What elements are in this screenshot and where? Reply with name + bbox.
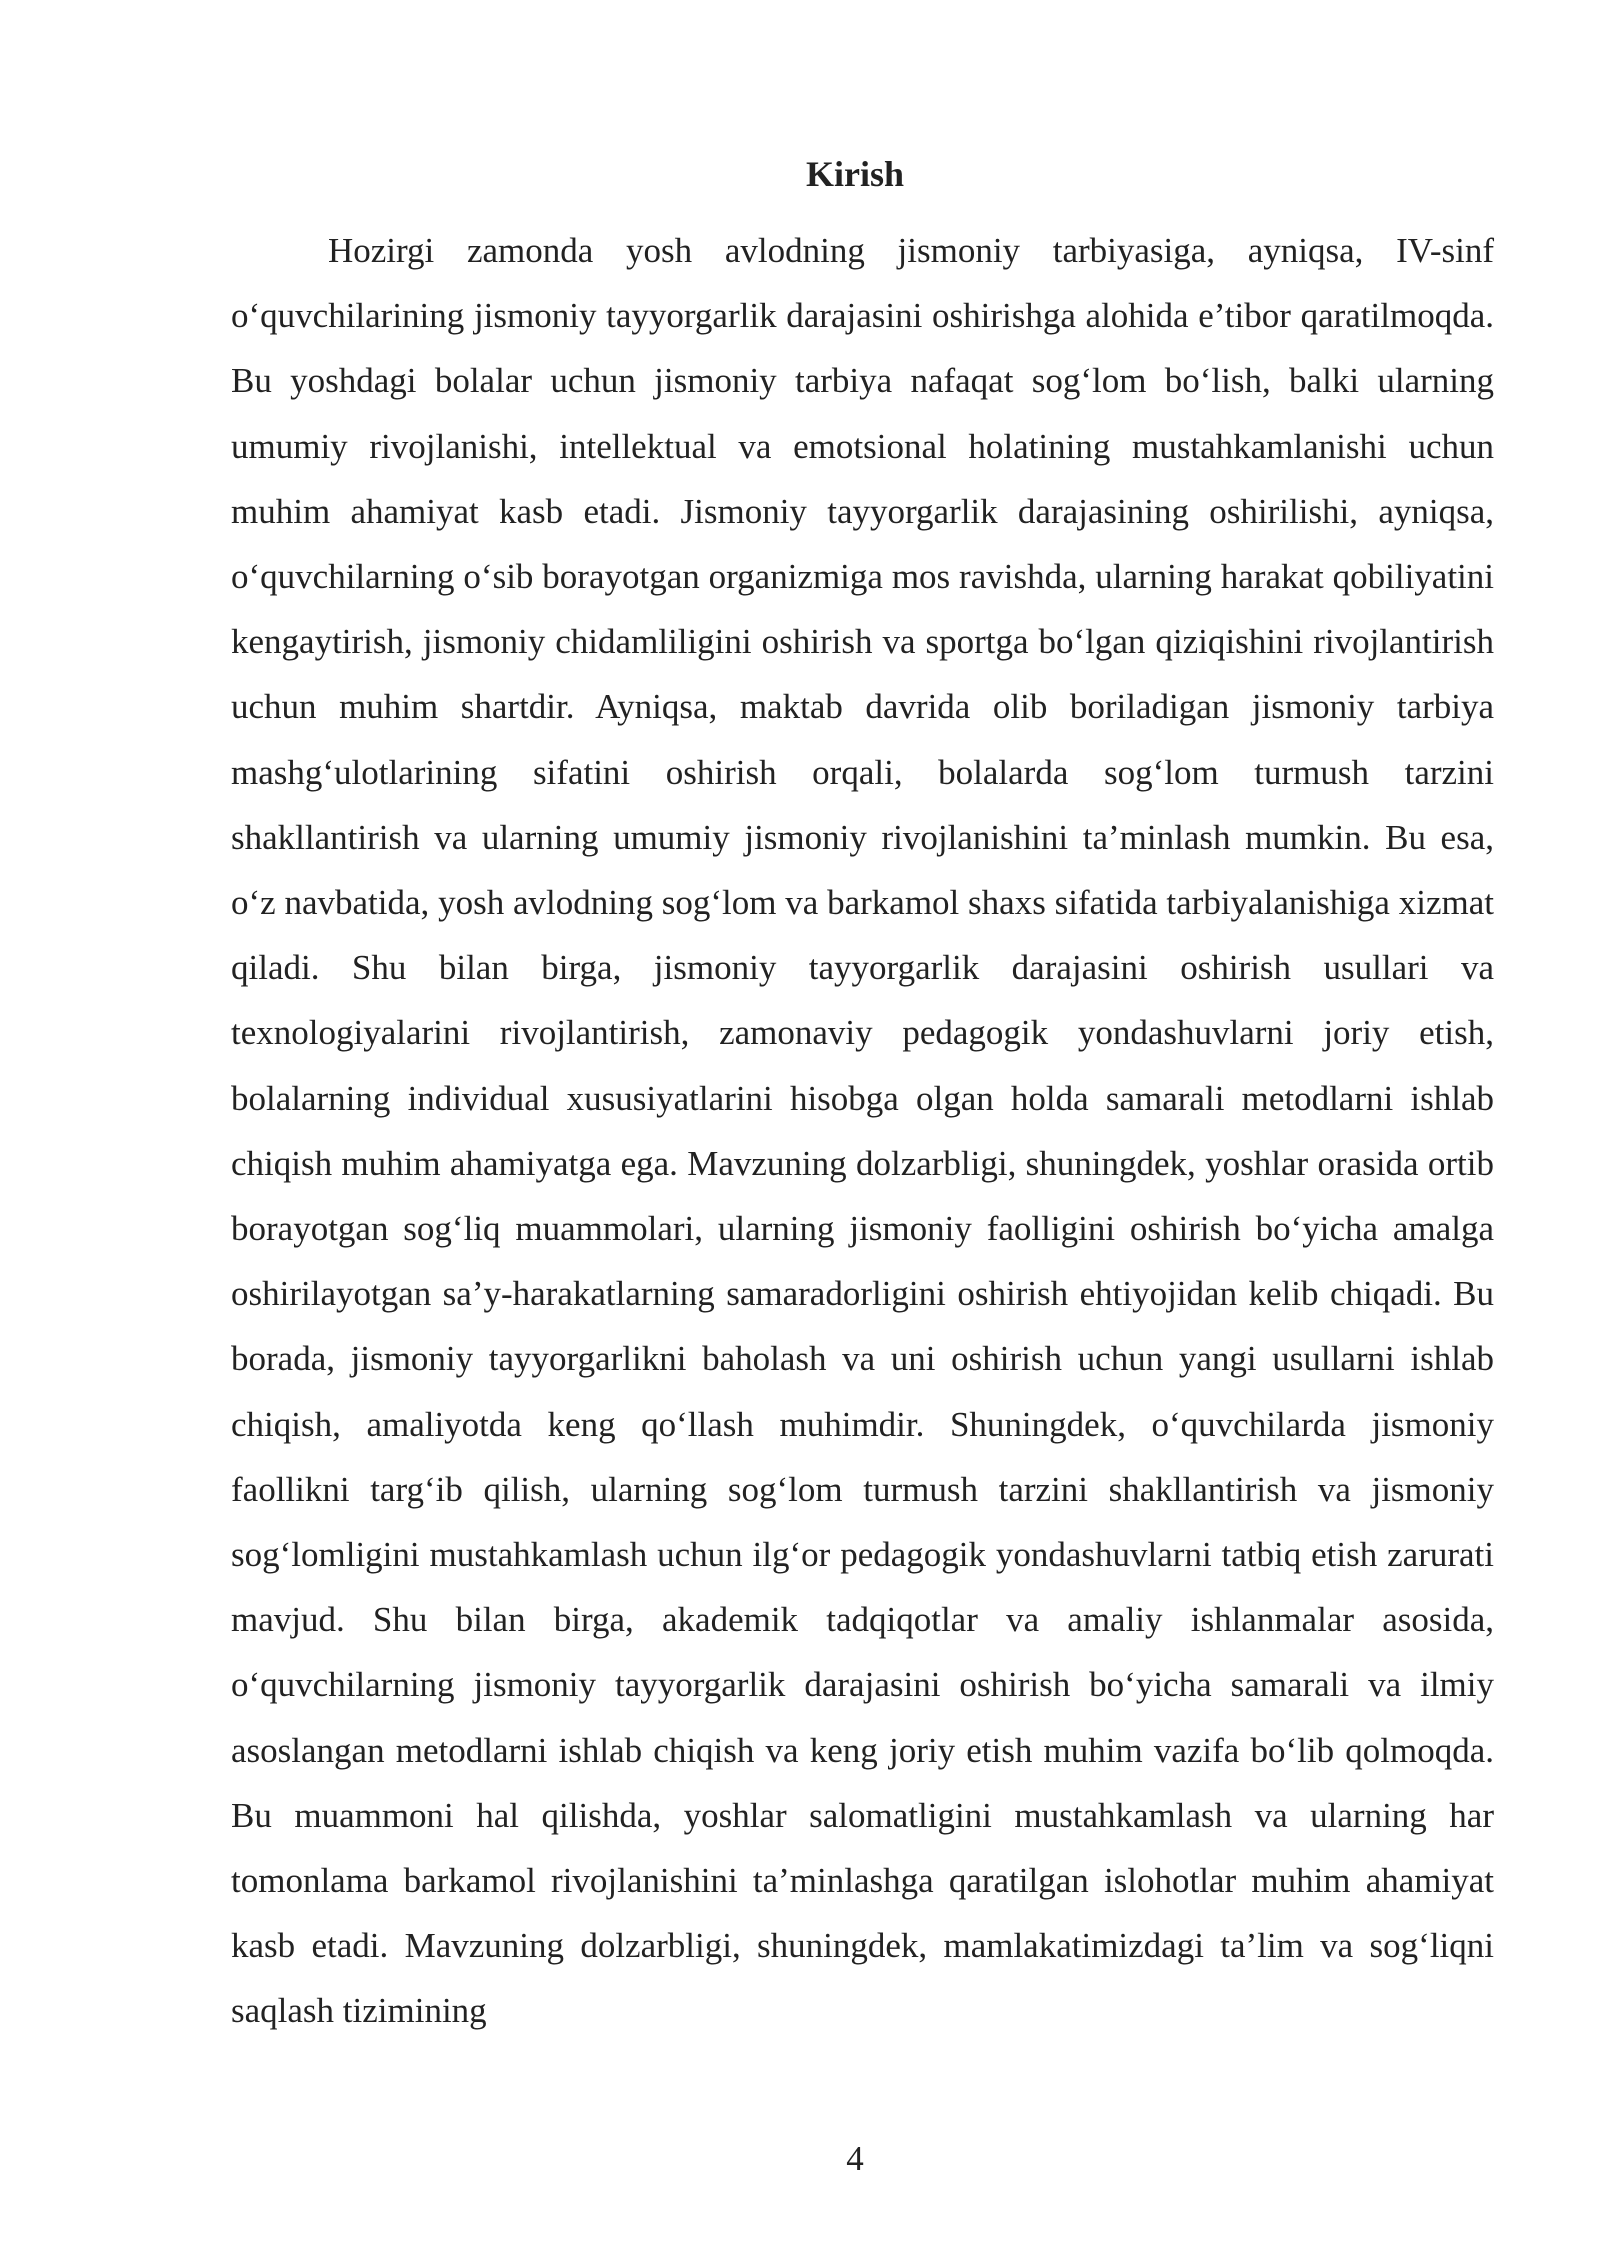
section-heading: Kirish <box>805 154 904 194</box>
body-paragraph: Hozirgi zamonda yosh avlodning jismoniy tarbiyasiga, ayniqsa, IV-sinf o‘quvchilarining jismoniy tayyorgarlik darajasini oshirishga alohida e’tibor qaratilmoqda. Bu yoshdagi bolalar uchun jismoniy tarbiya nafaqat sog‘lom bo‘lish, balki ularning umumiy rivojlanishi, intellektual va emotsional holatining mustahkamlanishi uchun muhim ahamiyat kasb etadi. Jismoniy tayyorgarlik darajasining oshirilishi, ayniqsa, o‘quvchilarning o‘sib borayotgan organizmiga mos ravishda, ularning harakat qobiliyatini kengaytirish, jismoniy chidamliligini oshirish va sportga bo‘lgan qiziqishini rivojlantirish uchun muhim shartdir. Ayniqsa, maktab davrida olib boriladigan jismoniy tarbiya mashg‘ulotlarining sifatini oshirish orqali, bolalarda sog‘lom turmush tarzini shakllantirish va ularning umumiy jismoniy rivojlanishini ta’minlash mumkin. Bu esa, o‘z navbatida, yosh avlodning sog‘lom va barkamol shaxs sifatida tarbiyalanishiga xizmat qiladi. Shu bilan birga, jismoniy tayyorgarlik darajasini oshirish usullari va texnologiyalarini rivojlantirish, zamonaviy pedagogik yondashuvlarni joriy etish, bolalarning individual xususiyatlarini hisobga olgan holda samarali metodlarni ishlab chiqish muhim ahamiyatga ega. Mavzuning dolzarbligi, shuningdek, yoshlar orasida ortib borayotgan sog‘liq muammolari, ularning jismoniy faolligini oshirish bo‘yicha amalga oshirilayotgan sa’y-harakatlarning samaradorligini oshirish ehtiyojidan kelib chiqadi. Bu borada, jismoniy tayyorgarlikni baholash va uni oshirish uchun yangi usullarni ishlab chiqish, amaliyotda keng qo‘llash muhimdir. Shuningdek, o‘quvchilarda jismoniy faollikni targ‘ib qilish, ularning sog‘lom turmush tarzini shakllantirish va jismoniy sog‘lomligini mustahkamlash uchun ilg‘or pedagogik yondashuvlarni tatbiq etish zarurati mavjud. Shu bilan birga, akademik tadqiqotlar va amaliy ishlanmalar asosida, o‘quvchilarning jismoniy tayyorgarlik darajasini oshirish bo‘yicha samarali va ilmiy asoslangan metodlarni ishlab chiqish va keng joriy etish muhim vazifa bo‘lib qolmoqda. Bu muammoni hal qilishda, yoshlar salomatligini mustahkamlash va ularning har tomonlama barkamol rivojlanishini ta’minlashga qaratilgan islohotlar muhim ahamiyat kasb etadi. Mavzuning dolzarbligi, shuningdek, mamlakatimizdagi ta’lim va sog‘liqni saqlash tizimining <box>231 231 1494 2031</box>
page-number: 4 <box>846 2139 864 2178</box>
